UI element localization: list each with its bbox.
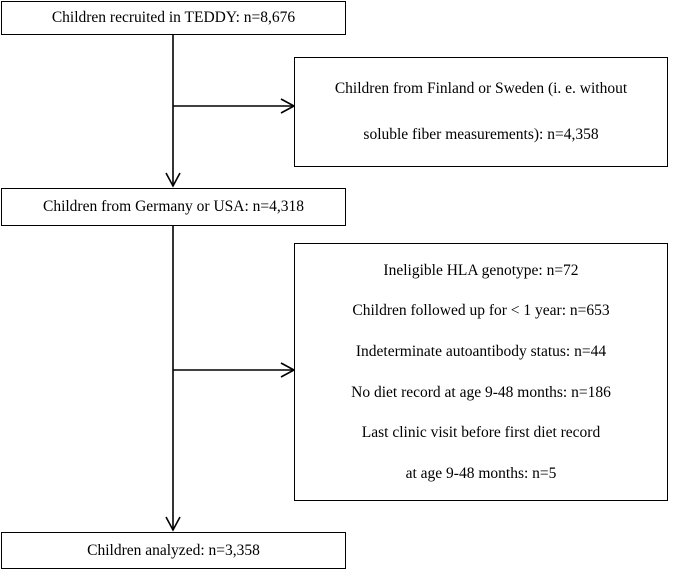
box-recruited-text: Children recruited in TEDDY: n=8,676 <box>51 9 296 27</box>
box-analyzed <box>1 532 346 569</box>
box-analyzed-text: Children analyzed: n=3,358 <box>87 541 260 559</box>
excluded-other-line-1: Ineligible HLA genotype: n=72 <box>383 261 579 279</box>
box-germany-usa-text: Children from Germany or USA: n=4,318 <box>42 198 304 216</box>
excluded-other-line-5: Last clinic visit before first diet record <box>361 424 601 442</box>
excluded-other-line-4: No diet record at age 9-48 months: n=186 <box>351 383 611 401</box>
box-excluded-country <box>294 57 668 167</box>
excluded-country-line-2: soluble fiber measurements): n=4,358 <box>363 126 599 144</box>
excluded-other-line-3: Indeterminate autoantibody status: n=44 <box>355 342 607 360</box>
excluded-country-line-1: Children from Finland or Sweden (i. e. without <box>334 80 628 98</box>
excluded-other-line-6: at age 9-48 months: n=5 <box>405 464 557 482</box>
box-recruited <box>1 1 346 35</box>
box-excluded-other <box>294 243 668 501</box>
box-germany-usa <box>1 188 346 226</box>
excluded-other-line-2: Children followed up for < 1 year: n=653 <box>352 302 610 320</box>
